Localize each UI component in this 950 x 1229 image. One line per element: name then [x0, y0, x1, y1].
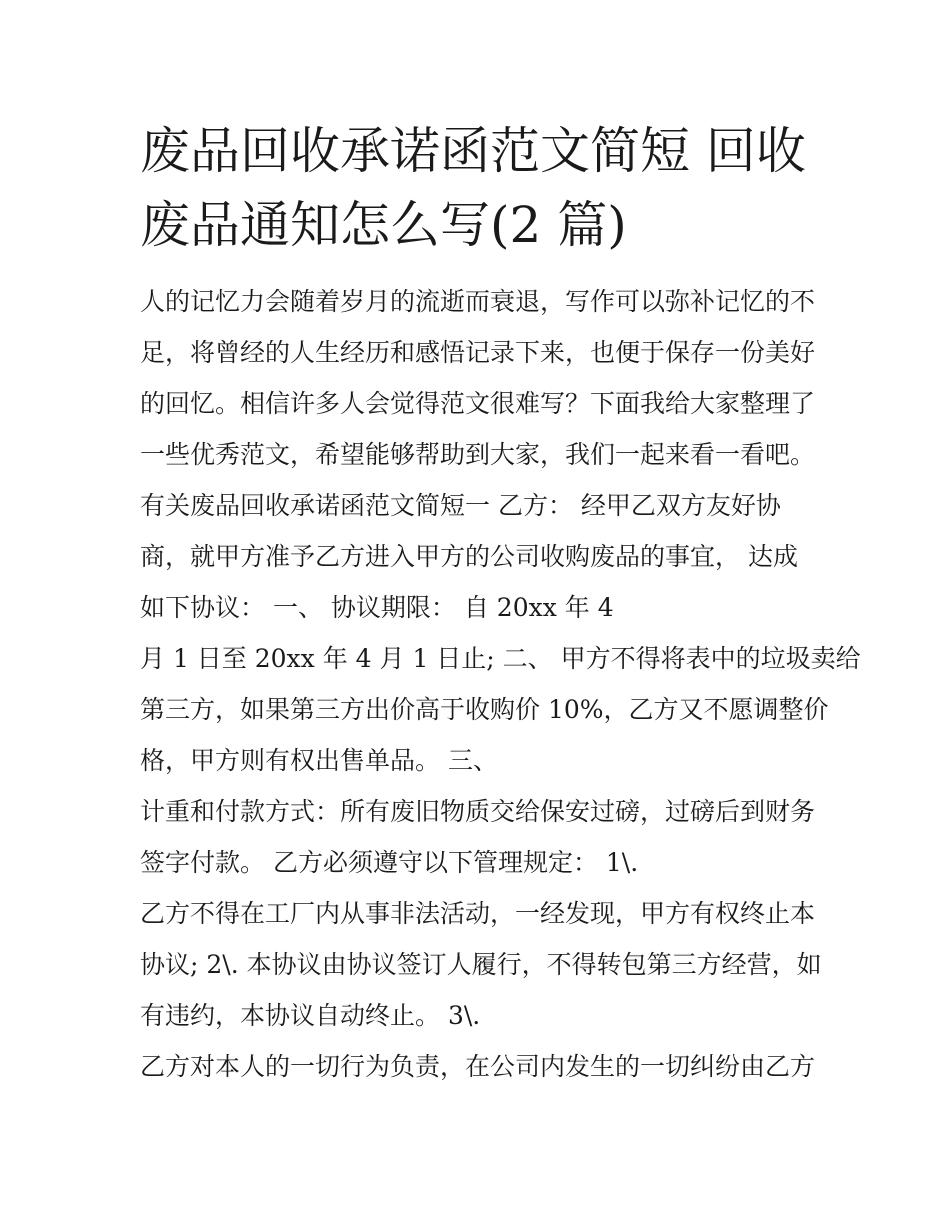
body-line-15: 有违约，本协议自动终止。 3\. [140, 1001, 481, 1030]
title-line-1: 废品回收承诺函范文简短 回收 [140, 122, 806, 180]
body-line-16: 乙方对本人的一切行为负责，在公司内发生的一切纠纷由乙方 [140, 1052, 816, 1081]
body-line-12: 签字付款。 乙方必须遵守以下管理规定： 1\. [140, 848, 639, 877]
document-body [140, 276, 861, 1092]
body-line-1: 人的记忆力会随着岁月的流逝而衰退，写作可以弥补记忆的不 [140, 287, 816, 316]
body-line-14: 协议; 2\. 本协议由协议签订人履行，不得转包第三方经营，如 [140, 950, 822, 979]
title-line-2: 废品通知怎么写(2 篇) [140, 196, 627, 254]
body-line-11: 计重和付款方式：所有废旧物质交给保安过磅，过磅后到财务 [140, 797, 816, 826]
body-line-4: 一些优秀范文，希望能够帮助到大家，我们一起来看一看吧。 [140, 440, 816, 469]
body-line-7: 如下协议： 一、 协议期限： 自 20xx 年 4 [140, 593, 614, 622]
body-line-6: 商，就甲方准予乙方进入甲方的公司收购废品的事宜， 达成 [140, 542, 798, 571]
body-line-5: 有关废品回收承诺函范文简短一 乙方： 经甲乙双方友好协 [140, 491, 781, 520]
document-title [140, 114, 820, 262]
body-line-2: 足，将曾经的人生经历和感悟记录下来，也便于保存一份美好 [140, 338, 816, 367]
body-line-13: 乙方不得在工厂内从事非法活动，一经发现，甲方有权终止本 [140, 899, 816, 928]
body-line-10: 格，甲方则有权出售单品。 三、 [140, 746, 498, 775]
body-line-8: 月 1 日至 20xx 年 4 月 1 日止; 二、 甲方不得将表中的垃圾卖给 [140, 644, 861, 673]
body-line-3: 的回忆。相信许多人会觉得范文很难写？下面我给大家整理了 [140, 389, 816, 418]
body-line-9: 第三方，如果第三方出价高于收购价 10%，乙方又不愿调整价 [140, 695, 829, 724]
